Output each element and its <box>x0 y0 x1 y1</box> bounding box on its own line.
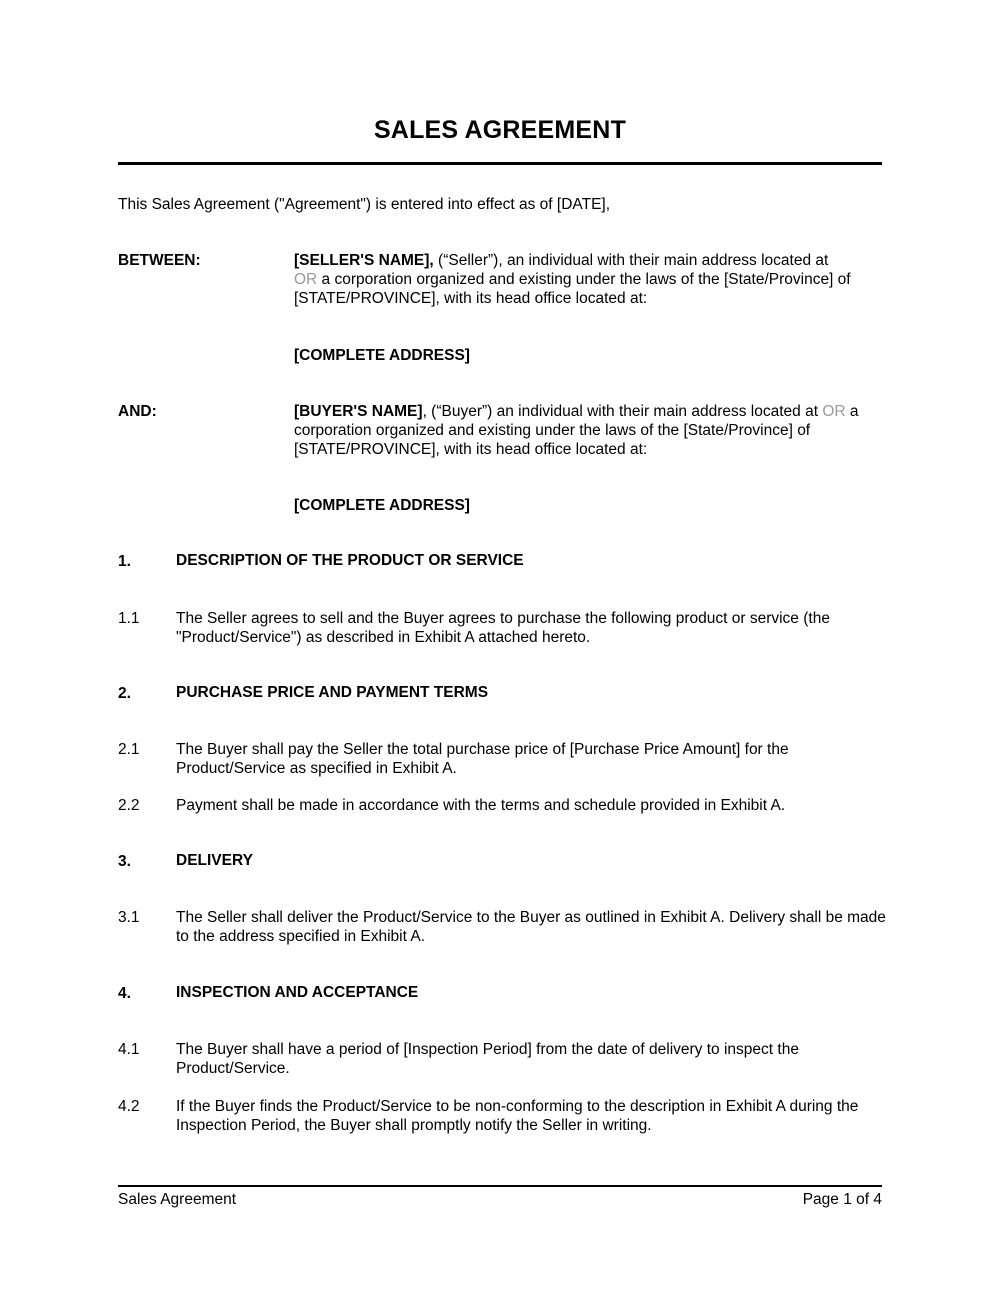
title-divider <box>118 162 882 165</box>
footer-page-number: Page 1 of 4 <box>802 1191 882 1208</box>
section-4-number: 4. <box>118 985 131 1002</box>
section-3-title: DELIVERY <box>176 852 253 869</box>
clause-4-2-text: If the Buyer finds the Product/Service to be non-conforming to the description in Exhibit A during the Inspection Period, the Buyer shall promptly notify the Seller in writing. <box>176 1098 859 1134</box>
party-label-and: AND: <box>118 403 157 420</box>
section-3-number: 3. <box>118 853 131 870</box>
section-2-title: PURCHASE PRICE AND PAYMENT TERMS <box>176 684 489 701</box>
seller-text-rest: a corporation organized and existing under the laws of the [State/Province] of [STATE/PROVINCE], with its head office located at: <box>294 271 851 307</box>
buyer-text-rest: a corporation organized and existing under the laws of the [State/Province] of [STATE/PROVINCE], with its head office located at: <box>294 403 859 458</box>
seller-text-line1: (“Seller”), an individual with their main address located at <box>433 252 829 269</box>
buyer-name: [BUYER'S NAME] <box>294 403 423 420</box>
clause-3-1-number: 3.1 <box>118 909 140 926</box>
seller-address: [COMPLETE ADDRESS] <box>294 347 470 364</box>
clause-1-1-number: 1.1 <box>118 610 140 627</box>
buyer-address: [COMPLETE ADDRESS] <box>294 497 470 514</box>
buyer-text-line1: , (“Buyer”) an individual with their main address located at <box>422 403 823 420</box>
buyer-party-text <box>294 402 884 459</box>
seller-name: [SELLER'S NAME], <box>294 252 434 269</box>
clause-2-1-number: 2.1 <box>118 741 140 758</box>
section-4-title: INSPECTION AND ACCEPTANCE <box>176 984 419 1001</box>
section-2-number: 2. <box>118 685 131 702</box>
clause-4-1-text: The Buyer shall have a period of [Inspection Period] from the date of delivery to inspect the Product/Service. <box>176 1041 799 1077</box>
clause-4-2-number: 4.2 <box>118 1098 140 1115</box>
buyer-or: OR <box>822 403 846 420</box>
clause-1-1-text: The Seller agrees to sell and the Buyer agrees to purchase the following product or service (the "Product/Service") as described in Exhibit A attached hereto. <box>176 610 830 646</box>
clause-4-1-number: 4.1 <box>118 1041 140 1058</box>
footer-divider <box>118 1185 882 1187</box>
clause-3-1-text: The Seller shall deliver the Product/Service to the Buyer as outlined in Exhibit A. Delivery shall be made to the address specified in Exhibit A. <box>176 909 886 945</box>
document-title: SALES AGREEMENT <box>373 116 627 144</box>
seller-or: OR <box>294 271 318 288</box>
clause-2-1-text: The Buyer shall pay the Seller the total purchase price of [Purchase Price Amount] for the Product/Service as specified in Exhibit A. <box>176 741 789 777</box>
intro-paragraph: This Sales Agreement ("Agreement") is entered into effect as of [DATE], <box>118 196 611 213</box>
document-page <box>118 0 886 1290</box>
section-1-title: DESCRIPTION OF THE PRODUCT OR SERVICE <box>176 552 524 569</box>
clause-2-2-number: 2.2 <box>118 797 140 814</box>
seller-party-text <box>294 251 884 308</box>
clause-2-2-text: Payment shall be made in accordance with the terms and schedule provided in Exhibit A. <box>176 797 786 814</box>
footer-document-name: Sales Agreement <box>118 1191 237 1208</box>
party-label-between: BETWEEN: <box>118 252 201 269</box>
section-1-number: 1. <box>118 553 131 570</box>
